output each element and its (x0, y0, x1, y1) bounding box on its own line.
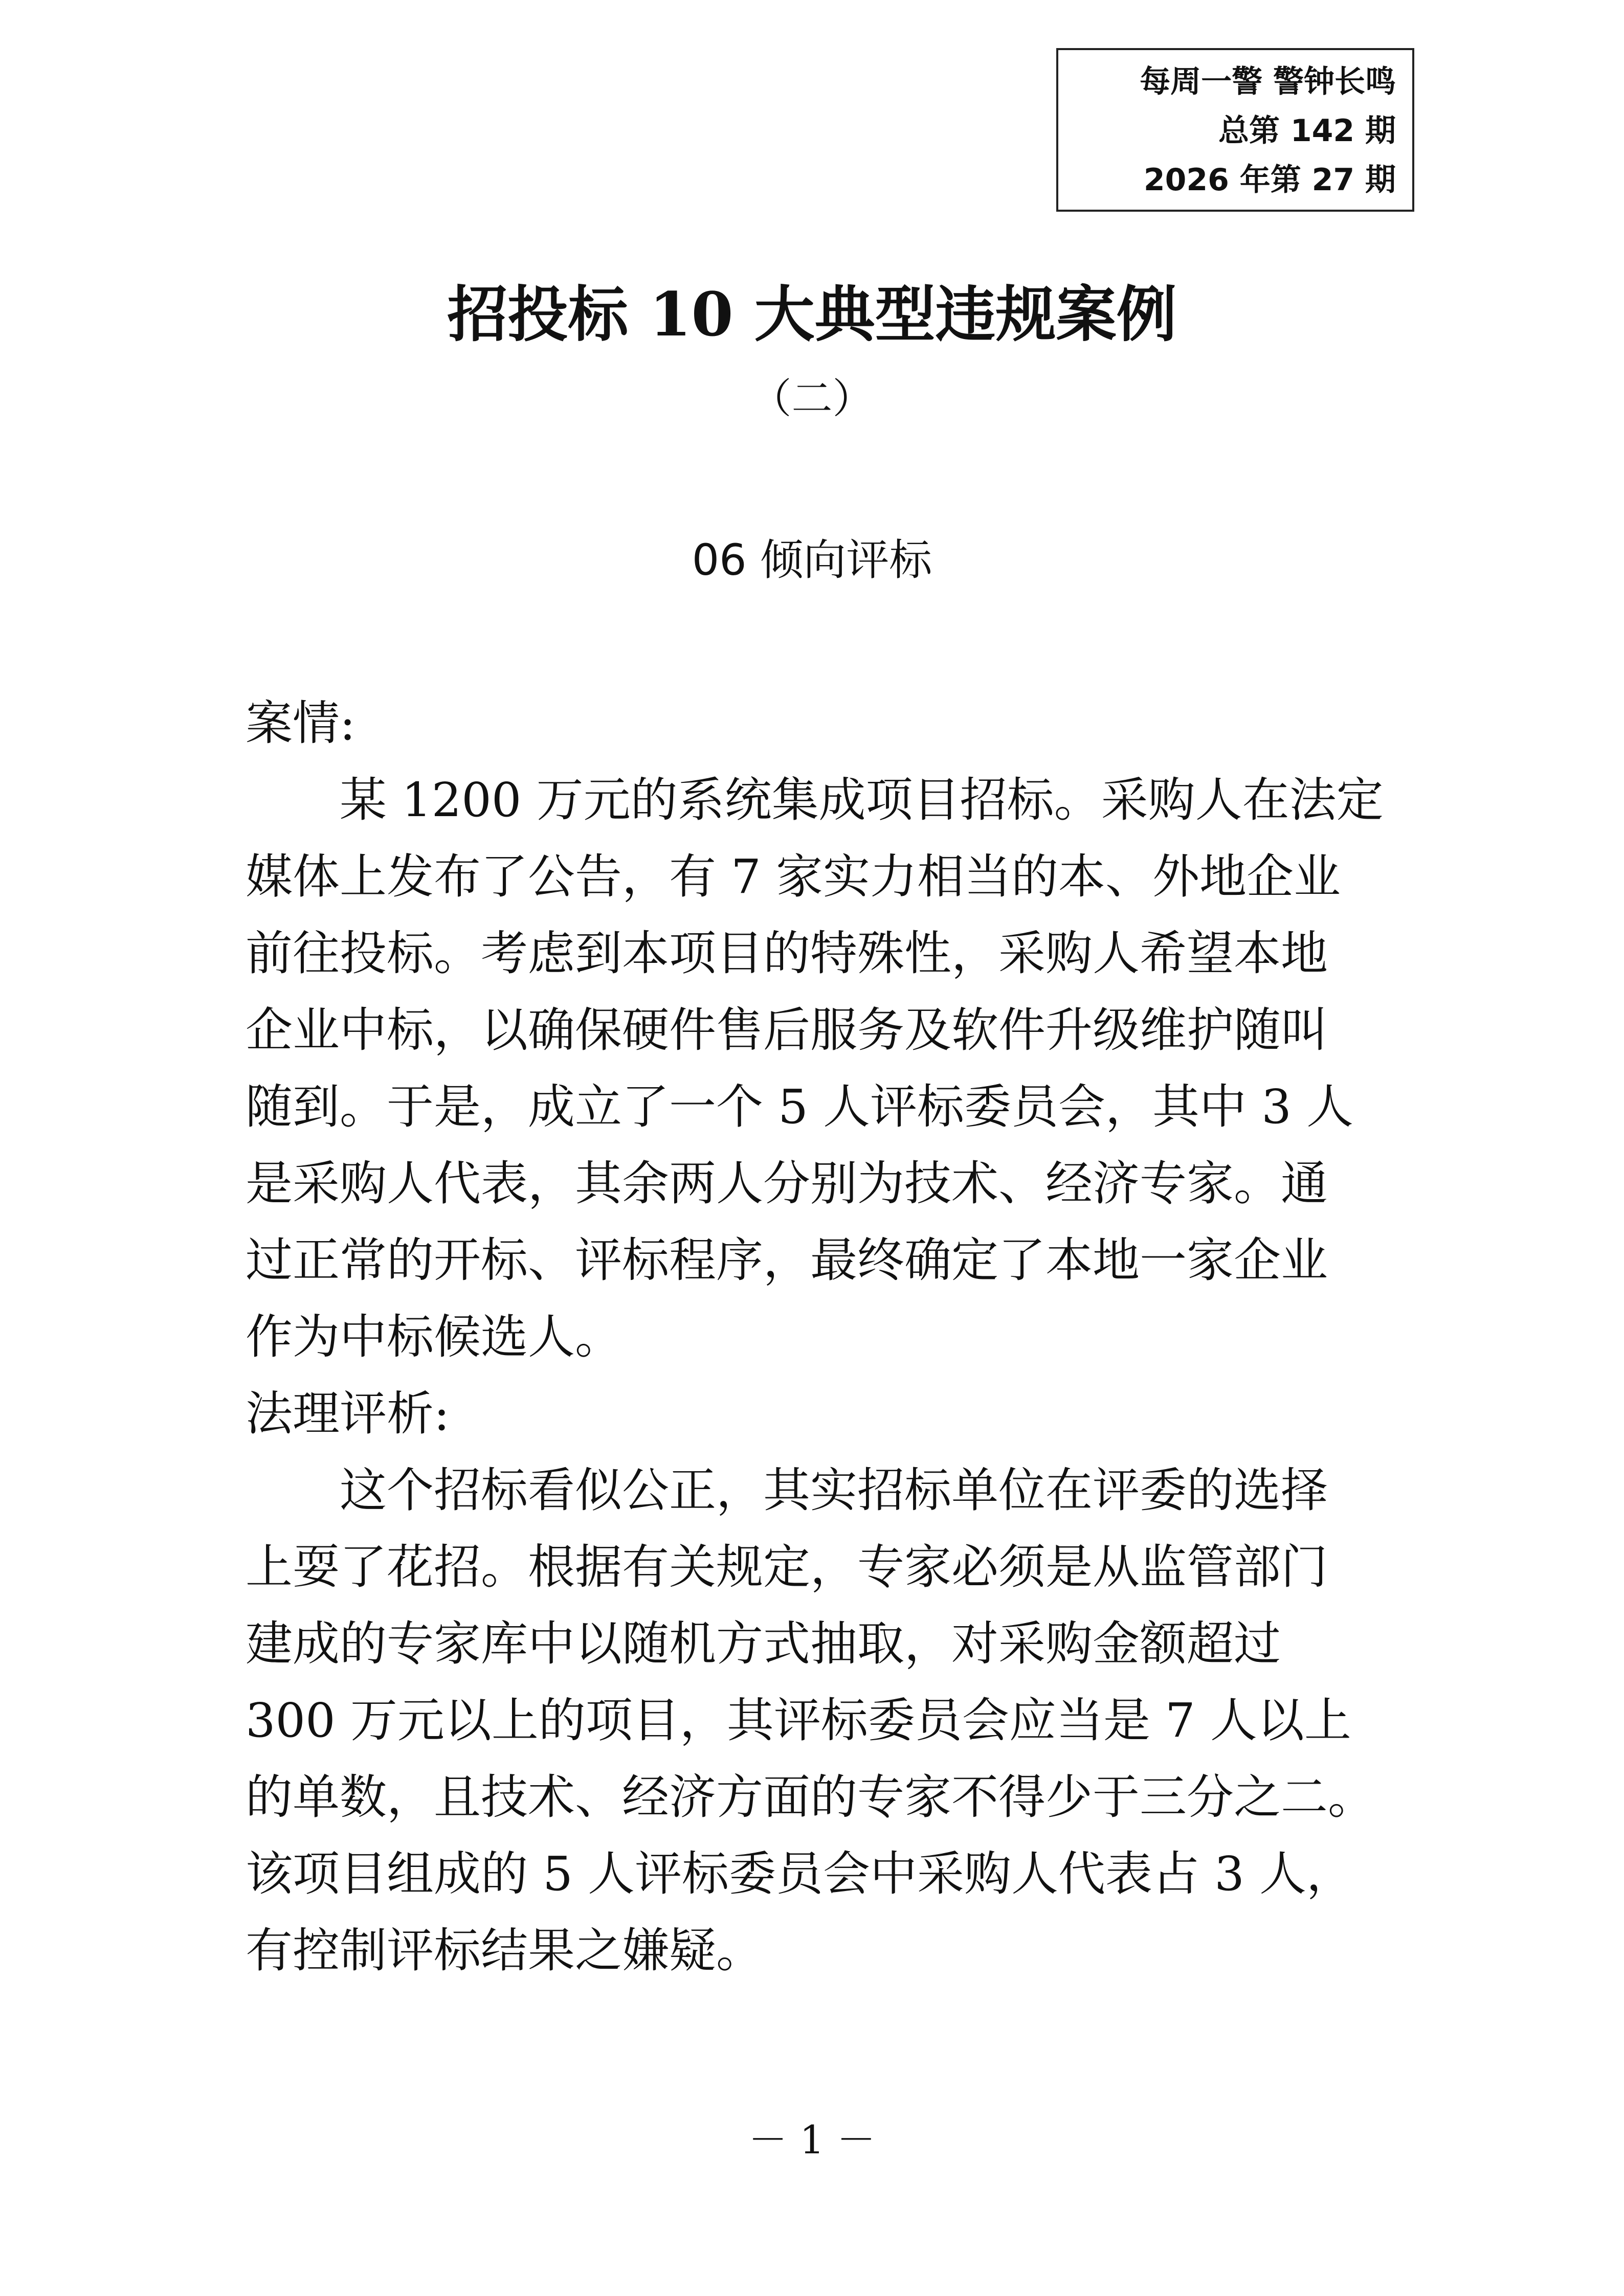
case-paragraph-line: 某 1200 万元的系统集成项目招标。采购人在法定 (246, 773, 1384, 827)
analysis-label: 法理评析: (246, 1386, 450, 1441)
analysis-paragraph-line: 的单数，且技术、经济方面的专家不得少于三分之二。 (246, 1770, 1375, 1825)
issue-info-box (1056, 48, 1414, 212)
analysis-paragraph-line: 建成的专家库中以随机方式抽取，对采购金额超过 (246, 1616, 1281, 1671)
issue-total-number: 总第 142 期 (1218, 113, 1396, 149)
analysis-paragraph-line: 300 万元以上的项目，其评标委员会应当是 7 人以上 (246, 1693, 1351, 1748)
case-paragraph-line: 前往投标。考虑到本项目的特殊性，采购人希望本地 (246, 926, 1328, 981)
analysis-paragraph-line: 有控制评标结果之嫌疑。 (246, 1923, 764, 1978)
case-label: 案情: (246, 696, 355, 751)
analysis-paragraph-line: 上耍了花招。根据有关规定，专家必须是从监管部门 (246, 1540, 1328, 1594)
document-body (246, 685, 1391, 1989)
case-paragraph-line: 是采购人代表，其余两人分别为技术、经济专家。通 (246, 1156, 1328, 1211)
case-paragraph-line: 过正常的开标、评标程序，最终确定了本地一家企业 (246, 1233, 1328, 1288)
case-paragraph-line: 作为中标候选人。 (246, 1310, 622, 1364)
case-paragraph-line: 媒体上发布了公告，有 7 家实力相当的本、外地企业 (246, 849, 1341, 904)
analysis-paragraph-line: 该项目组成的 5 人评标委员会中采购人代表占 3 人， (246, 1847, 1354, 1901)
section-heading: 06 倾向评标 (692, 535, 932, 585)
page-number: － 1 － (748, 2117, 876, 2163)
issue-year-number: 2026 年第 27 期 (1143, 162, 1396, 198)
issue-slogan: 每周一警 警钟长鸣 (1140, 64, 1396, 100)
document-title: 招投标 10 大典型违规案例 (447, 279, 1177, 350)
case-paragraph-line: 随到。于是，成立了一个 5 人评标委员会，其中 3 人 (246, 1079, 1354, 1134)
case-paragraph-line: 企业中标，以确保硬件售后服务及软件升级维护随叫 (246, 1003, 1328, 1057)
document-subtitle: （二） (750, 375, 874, 422)
analysis-paragraph-line: 这个招标看似公正，其实招标单位在评委的选择 (246, 1463, 1328, 1518)
